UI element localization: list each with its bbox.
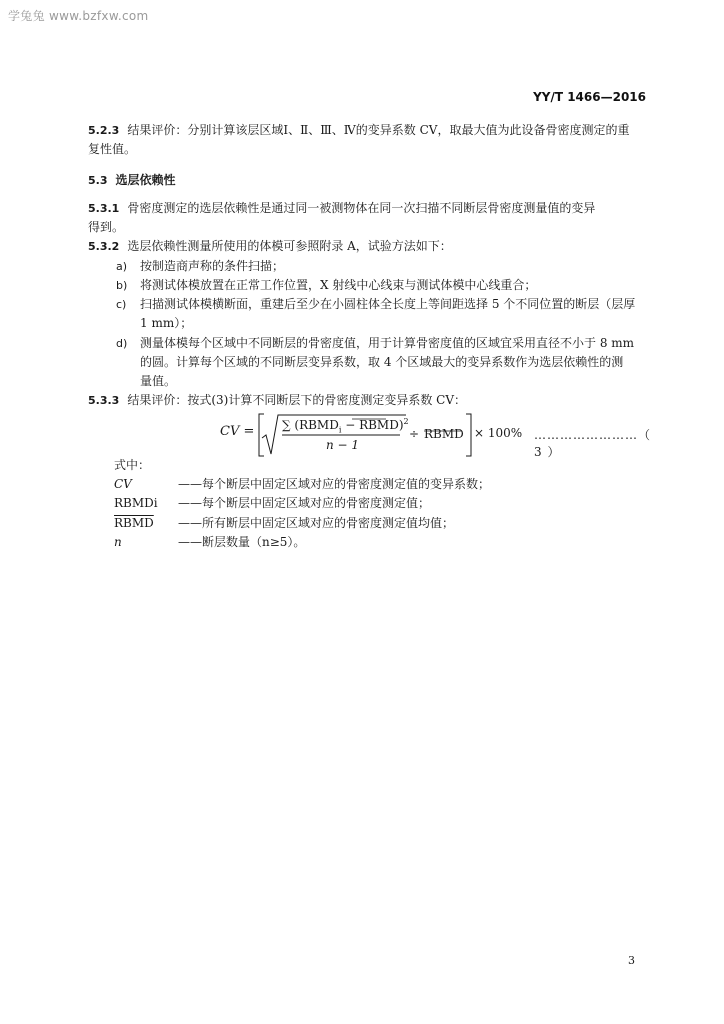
- clause-number: 5.3.1: [88, 202, 120, 215]
- list-item-a: [116, 257, 656, 276]
- denominator: n − 1: [326, 438, 360, 452]
- section-title: 选层依赖性: [115, 173, 176, 187]
- clause-5-2-3: [88, 121, 652, 159]
- list-marker: c): [116, 298, 127, 311]
- clause-number: 5.3.3: [88, 394, 120, 407]
- clause-5-3-2: [88, 237, 652, 256]
- definition-text: ——每个断层中固定区域对应的骨密度测定值的变异系数；: [178, 477, 491, 491]
- list-text: 测量体模每个区域中不同断层的骨密度值，用于计算骨密度值的区域宜采用直径不小于 8 mm: [140, 336, 635, 350]
- list-text-cont: 1 mm）；: [140, 316, 193, 330]
- left-bracket: [259, 414, 264, 456]
- definition-n: [114, 533, 305, 552]
- mean-rbmd: RBMD: [359, 418, 399, 432]
- numerator: [282, 417, 409, 434]
- subscript-i: i: [338, 425, 342, 435]
- definition-text: ——断层数量（n≥5）。: [178, 535, 306, 549]
- watermark: 学兔兔 www.bzfxw.com: [8, 9, 149, 23]
- divide-sign: ÷: [409, 427, 420, 441]
- clause-5-3-3: [88, 391, 652, 410]
- mean-rbmd-2: RBMD: [424, 427, 464, 441]
- list-marker: b): [116, 279, 128, 292]
- clause-text: 结果评价：分别计算该层区域Ⅰ、Ⅱ、Ⅲ、Ⅳ的变异系数 CV，取最大值为此设备骨密度测定的重: [127, 123, 630, 137]
- definition-symbol: RBMD: [114, 516, 154, 530]
- formula-number: ……………………（ 3 ）: [534, 428, 652, 459]
- page-number: 3: [628, 954, 635, 967]
- sum-term: ∑ (RBMD: [282, 418, 339, 432]
- where-label: 式中：: [114, 458, 151, 472]
- close-paren: ): [398, 418, 404, 432]
- clause-text: 选层依赖性测量所使用的体模可参照附录 A，试验方法如下：: [127, 239, 452, 253]
- times-100: × 100%: [474, 426, 523, 440]
- section-number: 5.3: [88, 174, 108, 187]
- list-text-cont: 量值。: [140, 374, 177, 388]
- definition-rbmdi: [114, 494, 430, 513]
- list-item-c: [116, 295, 656, 333]
- clause-number: 5.2.3: [88, 124, 120, 137]
- clause-number: 5.3.2: [88, 240, 120, 253]
- clause-text-cont: 得到。: [88, 220, 125, 234]
- clause-text: 骨密度测定的选层依赖性是通过同一被测物体在同一次扫描不同断层骨密度测量值的变异: [127, 201, 596, 215]
- definition-symbol: n: [114, 535, 122, 549]
- clause-text: 结果评价：按式(3)计算不同断层下的骨密度测定变异系数 CV：: [127, 393, 466, 407]
- right-bracket: [466, 414, 471, 456]
- clause-5-3-1: [88, 199, 652, 237]
- definition-text: ——所有断层中固定区域对应的骨密度测定值均值；: [178, 516, 455, 530]
- formula-lhs: CV =: [220, 424, 255, 439]
- definition-rbmd-mean: [114, 514, 454, 533]
- square-exponent: 2: [403, 417, 409, 426]
- definition-symbol: CV: [114, 477, 132, 491]
- definition-text: ——每个断层中固定区域对应的骨密度测定值；: [178, 496, 431, 510]
- list-text: 按制造商声称的条件扫描；: [140, 259, 285, 273]
- list-text: 扫描测试体模横断面，重建后至少在小圆柱体全长度上等间距选择 5 个不同位置的断层（层厚: [140, 297, 636, 311]
- formula-3: [200, 412, 660, 458]
- list-item-d: [116, 334, 656, 391]
- list-item-b: [116, 276, 656, 295]
- clause-text-cont: 复性值。: [88, 142, 137, 156]
- minus-sign: −: [341, 418, 360, 432]
- definition-symbol: RBMDi: [114, 496, 158, 510]
- standard-number: YY/T 1466—2016: [533, 90, 646, 104]
- list-marker: d): [116, 337, 128, 350]
- section-5-3: [88, 171, 652, 190]
- list-marker: a): [116, 260, 128, 273]
- definition-cv: [114, 475, 490, 494]
- list-text: 将测试体模放置在正常工作位置，X 射线中心线束与测试体模中心线重合；: [140, 278, 537, 292]
- list-text-cont: 的圆。计算每个区域的不同断层变异系数，取 4 个区域最大的变异系数作为选层依赖性的测: [140, 355, 624, 369]
